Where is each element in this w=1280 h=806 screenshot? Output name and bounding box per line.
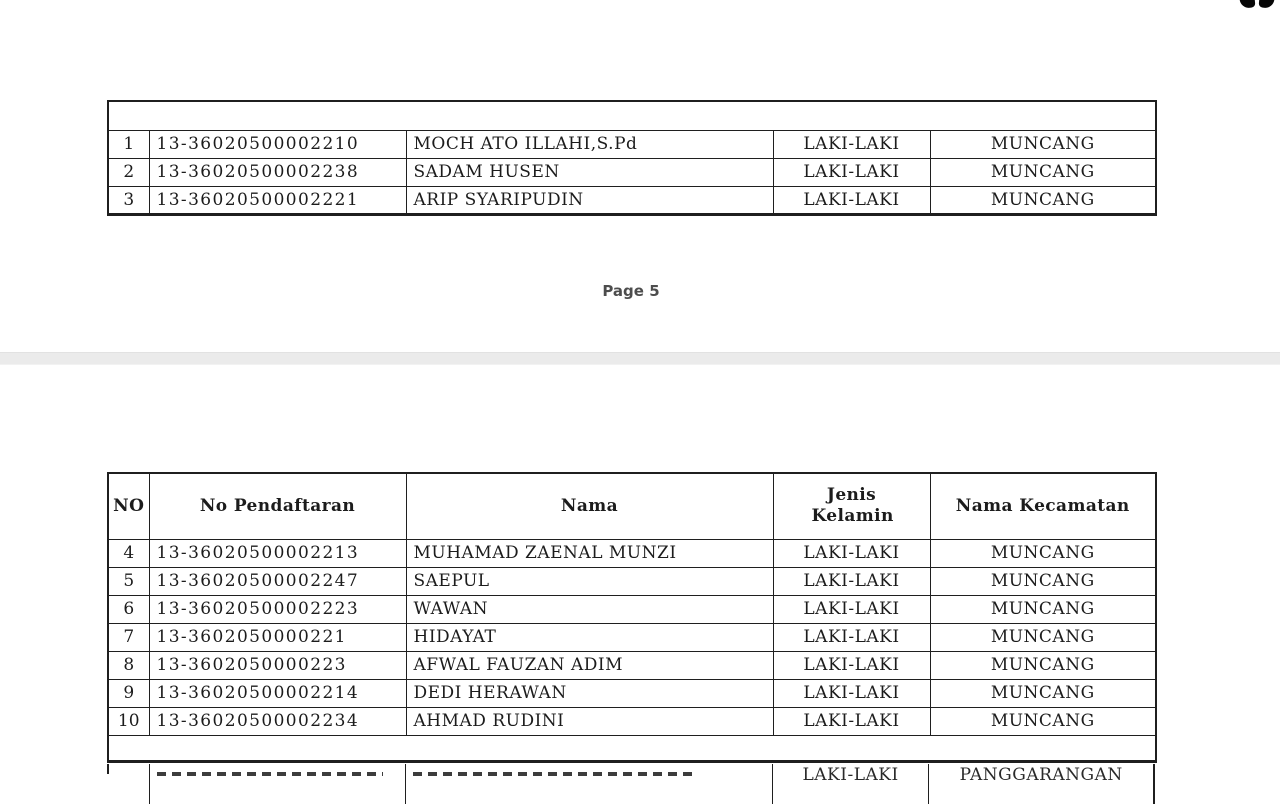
cell-nama: SADAM HUSEN (406, 158, 773, 186)
header-jenis-kelamin (773, 473, 930, 539)
cell-no-pendaftaran: 13-36020500002234 (149, 707, 406, 735)
table-row (108, 539, 1156, 567)
cell-no (109, 764, 150, 804)
cell-no-pendaftaran: 13-36020500002223 (149, 595, 406, 623)
cell-nama: ARIP SYARIPUDIN (406, 186, 773, 214)
table-row (108, 623, 1156, 651)
cell-no: 10 (108, 707, 149, 735)
table-row (108, 707, 1156, 735)
cell-nama-kecamatan: MUNCANG (930, 130, 1156, 158)
cell-no: 9 (108, 679, 149, 707)
cell-nama-kecamatan: MUNCANG (930, 539, 1156, 567)
table-row (108, 651, 1156, 679)
cell-no: 5 (108, 567, 149, 595)
cell-no: 8 (108, 651, 149, 679)
cell-nama-kecamatan: MUNCANG (930, 623, 1156, 651)
cell-nama-kecamatan: MUNCANG (930, 707, 1156, 735)
registration-table-page6 (107, 472, 1157, 763)
cell-nama: MUHAMAD ZAENAL MUNZI (406, 539, 773, 567)
cell-nama-kecamatan: MUNCANG (930, 186, 1156, 214)
cell-nama: WAWAN (406, 595, 773, 623)
header-jenis-kelamin-text: Jenis Kelamin (811, 485, 894, 527)
header-nama-kecamatan: Nama Kecamatan (930, 473, 1156, 539)
cell-no-pendaftaran: 13-36020500002214 (149, 679, 406, 707)
table-row (108, 186, 1156, 214)
cell-nama: DEDI HERAWAN (406, 679, 773, 707)
cell-jenis-kelamin: LAKI-LAKI (773, 567, 930, 595)
cell-jenis-kelamin: LAKI-LAKI (773, 623, 930, 651)
empty-table-row (108, 735, 1156, 761)
illegible-text-fragment (157, 772, 383, 776)
header-no-pendaftaran: No Pendaftaran (149, 473, 406, 539)
cell-jenis-kelamin: LAKI-LAKI (773, 764, 930, 804)
cell-no: 1 (108, 130, 149, 158)
cell-no: 3 (108, 186, 149, 214)
table-header-row (108, 473, 1156, 539)
cell-nama: HIDAYAT (406, 623, 773, 651)
cell-no-pendaftaran: 13-3602050000221 (149, 623, 406, 651)
cell-no: 7 (108, 623, 149, 651)
table-row (108, 679, 1156, 707)
cell-no-pendaftaran (150, 764, 407, 804)
cell-no-pendaftaran: 13-36020500002213 (149, 539, 406, 567)
table-row (108, 595, 1156, 623)
registration-table-page5-fragment (107, 100, 1157, 216)
table-row (108, 567, 1156, 595)
cell-nama (406, 764, 772, 804)
cell-no: 2 (108, 158, 149, 186)
empty-table-row (108, 101, 1156, 130)
cell-jenis-kelamin: LAKI-LAKI (773, 186, 930, 214)
cell-no: 6 (108, 595, 149, 623)
cell-nama-kecamatan: MUNCANG (930, 567, 1156, 595)
cell-nama: MOCH ATO ILLAHI,S.Pd (406, 130, 773, 158)
cell-no-pendaftaran: 13-36020500002247 (149, 567, 406, 595)
table-row (108, 130, 1156, 158)
page-number-label: Page 5 (602, 282, 660, 300)
corner-icon-right-wedge (1258, 0, 1274, 9)
cell-nama: AFWAL FAUZAN ADIM (406, 651, 773, 679)
cell-no: 4 (108, 539, 149, 567)
cell-jenis-kelamin: LAKI-LAKI (773, 539, 930, 567)
page-break-separator (0, 352, 1280, 365)
cell-nama-kecamatan: MUNCANG (930, 158, 1156, 186)
clipped-corner-icon[interactable] (1239, 0, 1277, 9)
cell-nama: SAEPUL (406, 567, 773, 595)
cell-jenis-kelamin: LAKI-LAKI (773, 158, 930, 186)
illegible-text-fragment (413, 772, 693, 776)
header-no: NO (108, 473, 149, 539)
cell-jenis-kelamin: LAKI-LAKI (773, 679, 930, 707)
cell-jenis-kelamin: LAKI-LAKI (773, 595, 930, 623)
cell-jenis-kelamin: LAKI-LAKI (773, 651, 930, 679)
clipped-table-row (107, 764, 1155, 785)
cell-no-pendaftaran: 13-3602050000223 (149, 651, 406, 679)
cell-nama-kecamatan: MUNCANG (930, 679, 1156, 707)
cell-nama-kecamatan: MUNCANG (930, 651, 1156, 679)
cell-jenis-kelamin: LAKI-LAKI (773, 707, 930, 735)
header-nama: Nama (406, 473, 773, 539)
cell-no-pendaftaran: 13-36020500002210 (149, 130, 406, 158)
cell-nama-kecamatan: MUNCANG (930, 595, 1156, 623)
table-row (108, 158, 1156, 186)
cell-no-pendaftaran: 13-36020500002238 (149, 158, 406, 186)
cell-jenis-kelamin: LAKI-LAKI (773, 130, 930, 158)
cell-nama-kecamatan: PANGGARANGAN (929, 764, 1155, 804)
cell-nama: AHMAD RUDINI (406, 707, 773, 735)
corner-icon-left-wedge (1239, 0, 1255, 9)
cell-no-pendaftaran: 13-36020500002221 (149, 186, 406, 214)
